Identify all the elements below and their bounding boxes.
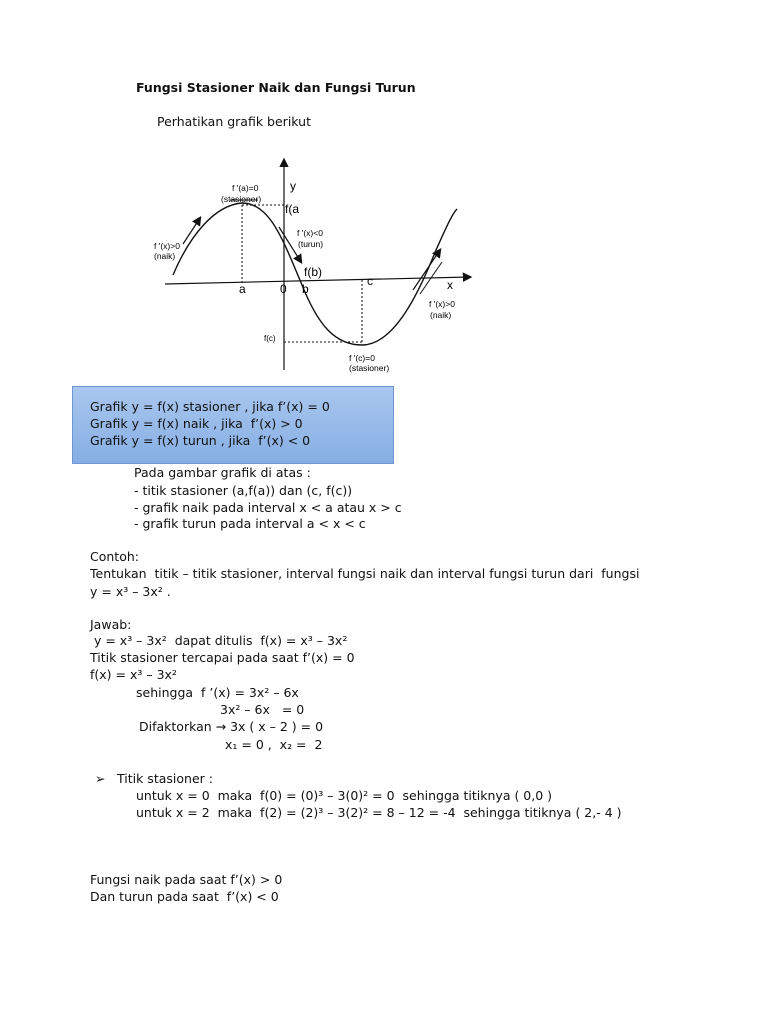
jawab-line: Difaktorkan → 3x ( x – 2 ) = 0 (139, 719, 324, 734)
tick-label-c: c (367, 274, 373, 288)
stasioner-line: untuk x = 0 maka f(0) = (0)³ – 3(0)² = 0 sehingga titiknya ( 0,0 ) (136, 788, 553, 803)
naik-turun-line: Fungsi naik pada saat f’(x) > 0 (90, 872, 283, 887)
explain-line: Pada gambar grafik di atas : (134, 465, 311, 480)
label-fc: f(c) (264, 334, 276, 343)
definition-turun: Grafik y = f(x) turun , jika f’(x) < 0 (90, 433, 311, 448)
contoh-label: Contoh: (90, 549, 139, 564)
jawab-line: 3x² – 6x = 0 (220, 702, 305, 717)
label-fb: f(b) (304, 265, 322, 279)
tick-label-a: a (239, 282, 246, 296)
note-stasioner-c-2: (stasioner) (349, 363, 390, 373)
note-stasioner-c-1: f '(c)=0 (349, 353, 375, 363)
note-stasioner-a-2: (stasioner) (221, 194, 262, 204)
function-graph (0, 0, 768, 400)
jawab-line: f(x) = x³ – 3x² (90, 667, 177, 682)
note-naik-left-2: (naik) (154, 251, 176, 261)
jawab-line: sehingga f ’(x) = 3x² – 6x (136, 685, 299, 700)
note-naik-right-2: (naik) (430, 310, 452, 320)
jawab-label: Jawab: (90, 617, 132, 632)
note-naik-left-1: f '(x)>0 (154, 241, 180, 251)
definition-naik: Grafik y = f(x) naik , jika f’(x) > 0 (90, 416, 303, 431)
definition-stasioner: Grafik y = f(x) stasioner , jika f’(x) = 0 (90, 399, 330, 414)
note-turun-2: (turun) (298, 239, 324, 249)
definition-box (72, 386, 394, 464)
tick-label-b: b (302, 282, 309, 296)
jawab-line: y = x³ – 3x² dapat ditulis f(x) = x³ – 3x² (90, 633, 348, 648)
contoh-question: Tentukan titik – titik stasioner, interval fungsi naik dan interval fungsi turun dari fungsi (90, 566, 640, 581)
intro-text: Perhatikan grafik berikut (157, 114, 311, 129)
page-title: Fungsi Stasioner Naik dan Fungsi Turun (136, 80, 416, 95)
explain-line: - grafik turun pada interval a < x < c (134, 516, 366, 531)
jawab-line: Titik stasioner tercapai pada saat f’(x) = 0 (90, 650, 355, 665)
label-fa: f(a (285, 202, 300, 216)
axis-label-x: x (447, 278, 453, 292)
stasioner-label: Titik stasioner : (117, 771, 213, 786)
note-stasioner-a-1: f '(a)=0 (232, 183, 259, 193)
note-turun-1: f '(x)<0 (297, 228, 323, 238)
stasioner-line: untuk x = 2 maka f(2) = (2)³ – 3(2)² = 8 – 12 = -4 sehingga titiknya ( 2,- 4 ) (136, 805, 622, 820)
jawab-line: x₁ = 0 , x₂ = 2 (225, 737, 323, 752)
axis-label-y: y (290, 179, 296, 193)
contoh-function: y = x³ – 3x² . (90, 584, 171, 599)
explain-line: - grafik naik pada interval x < a atau x > c (134, 500, 402, 515)
bullet-icon: ➢ (95, 771, 106, 786)
tick-label-0: 0 (280, 282, 287, 296)
naik-turun-line: Dan turun pada saat f’(x) < 0 (90, 889, 279, 904)
note-naik-right-1: f '(x)>0 (429, 299, 455, 309)
explain-line: - titik stasioner (a,f(a)) dan (c, f(c)) (134, 483, 353, 498)
